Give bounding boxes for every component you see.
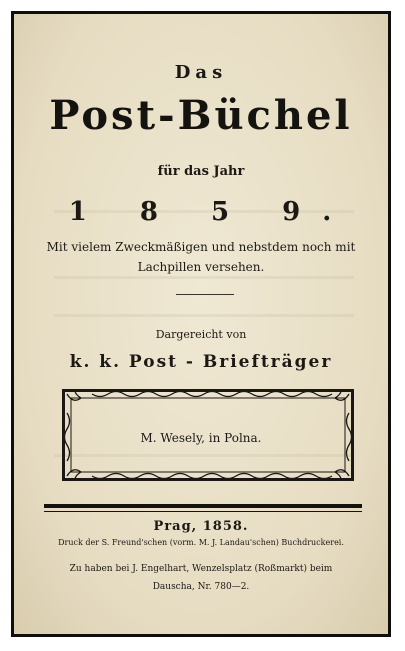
title-page xyxy=(11,11,391,637)
author-name: M. Wesely, in Polna. xyxy=(140,431,262,445)
subtitle-line-1: Mit vielem Zweckmäßigen und nebstdem noch mit xyxy=(46,240,356,254)
subtitle-line-2: Lachpillen versehen. xyxy=(137,260,265,274)
seller-line-2: Dauscha, Nr. 780—2. xyxy=(152,582,250,592)
year: 1 8 5 9. xyxy=(68,197,354,227)
book-title: Post-Büchel xyxy=(49,92,353,139)
das-heading: Das xyxy=(174,62,228,83)
printer-line: Druck der S. Freund'schen (vorm. M. J. Landau'schen) Buchdruckerei. xyxy=(58,538,344,547)
seller-line-1: Zu haben bei J. Engelhart, Wenzelsplatz (Roßmarkt) beim xyxy=(69,564,333,574)
show-through-line xyxy=(54,276,354,279)
place-year: Prag, 1858. xyxy=(153,519,249,534)
dargereicht-von: Dargereicht von xyxy=(155,328,247,341)
thin-rule xyxy=(44,511,362,512)
fuer-das-jahr: für das Jahr xyxy=(157,164,245,179)
show-through-line xyxy=(54,314,354,317)
short-rule xyxy=(176,294,234,295)
kk-post-brieftraeger: k. k. Post - Briefträger xyxy=(69,352,333,372)
thick-rule xyxy=(44,504,362,508)
